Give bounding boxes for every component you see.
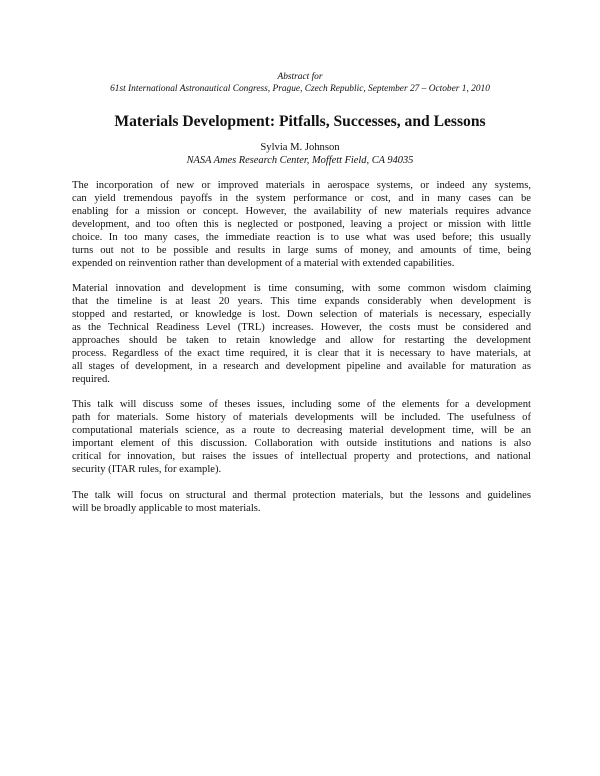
- abstract-label: Abstract for: [277, 72, 323, 82]
- text-line: The incorporation of new or improved materials in aerospace systems, or indeed any systems,: [72, 180, 531, 191]
- conference-header: [60, 71, 540, 95]
- paragraph-2: [72, 283, 531, 387]
- text-line: stopped and restarted, or knowledge is lost. Down selection of materials is necessary, especially: [72, 309, 531, 321]
- text-line: will be broadly applicable to most materials.: [72, 502, 261, 514]
- text-line: that the timeline is at least 20 years. This time expands considerably when development is: [72, 296, 531, 308]
- paper-title: Materials Development: Pitfalls, Successes, and Lessons: [114, 113, 486, 130]
- author-name: Sylvia M. Johnson: [260, 142, 340, 153]
- text-line: path for materials. Some history of materials developments will be included. The usefulness of: [72, 412, 531, 424]
- text-line: critical for innovation, but raises the issues of intellectual property and protections, and national: [72, 451, 531, 463]
- text-line: can yield tremendous payoffs in the system performance or cost, and in many cases can be: [72, 192, 531, 204]
- text-line: development, and too often this is neglected or postponed, leaving a project or mission with little: [72, 218, 531, 230]
- text-line: required.: [72, 373, 110, 385]
- text-line: all stages of development, in a research and development pipeline and available for maturation as: [72, 360, 531, 372]
- text-line: turns out not to be possible and results in large sums of money, and amounts of time, being: [72, 244, 531, 256]
- text-line: process. Regardless of the exact time required, it is clear that it is necessary to have materials, at: [72, 348, 531, 360]
- text-line: This talk will discuss some of theses issues, including some of the elements for a development: [72, 399, 531, 411]
- author-affiliation: NASA Ames Research Center, Moffett Field, CA 94035: [186, 155, 414, 166]
- text-line: approaches should be taken to retain knowledge and allow for restarting the development: [72, 335, 531, 347]
- text-line: computational materials science, as a route to decreasing material development time, will be an: [72, 425, 531, 437]
- paragraph-1: [72, 180, 531, 271]
- text-line: choice. In too many cases, the immediate reaction is to use what was used before; this usually: [72, 231, 531, 243]
- paragraph-3: [72, 399, 531, 477]
- abstract-body: [72, 180, 531, 528]
- text-line: expended on reinvention rather than development of a material with extended capabilities.: [72, 257, 455, 269]
- text-line: The talk will focus on structural and thermal protection materials, but the lessons and guidelines: [72, 489, 531, 501]
- text-line: important element of this discussion. Collaboration with outside institutions and nations is also: [72, 438, 531, 450]
- text-line: enabling for a mission or concept. However, the availability of new materials requires advance: [72, 205, 531, 217]
- text-line: Material innovation and development is time consuming, with some common wisdom claiming: [72, 283, 531, 295]
- paragraph-4: [72, 490, 531, 516]
- conference-info: 61st International Astronautical Congress, Prague, Czech Republic, September 27 – October 1, 2010: [110, 84, 490, 94]
- text-line: security (ITAR rules, for example).: [72, 464, 222, 476]
- text-line: as the Technical Readiness Level (TRL) increases. However, the costs must be considered and: [72, 322, 531, 334]
